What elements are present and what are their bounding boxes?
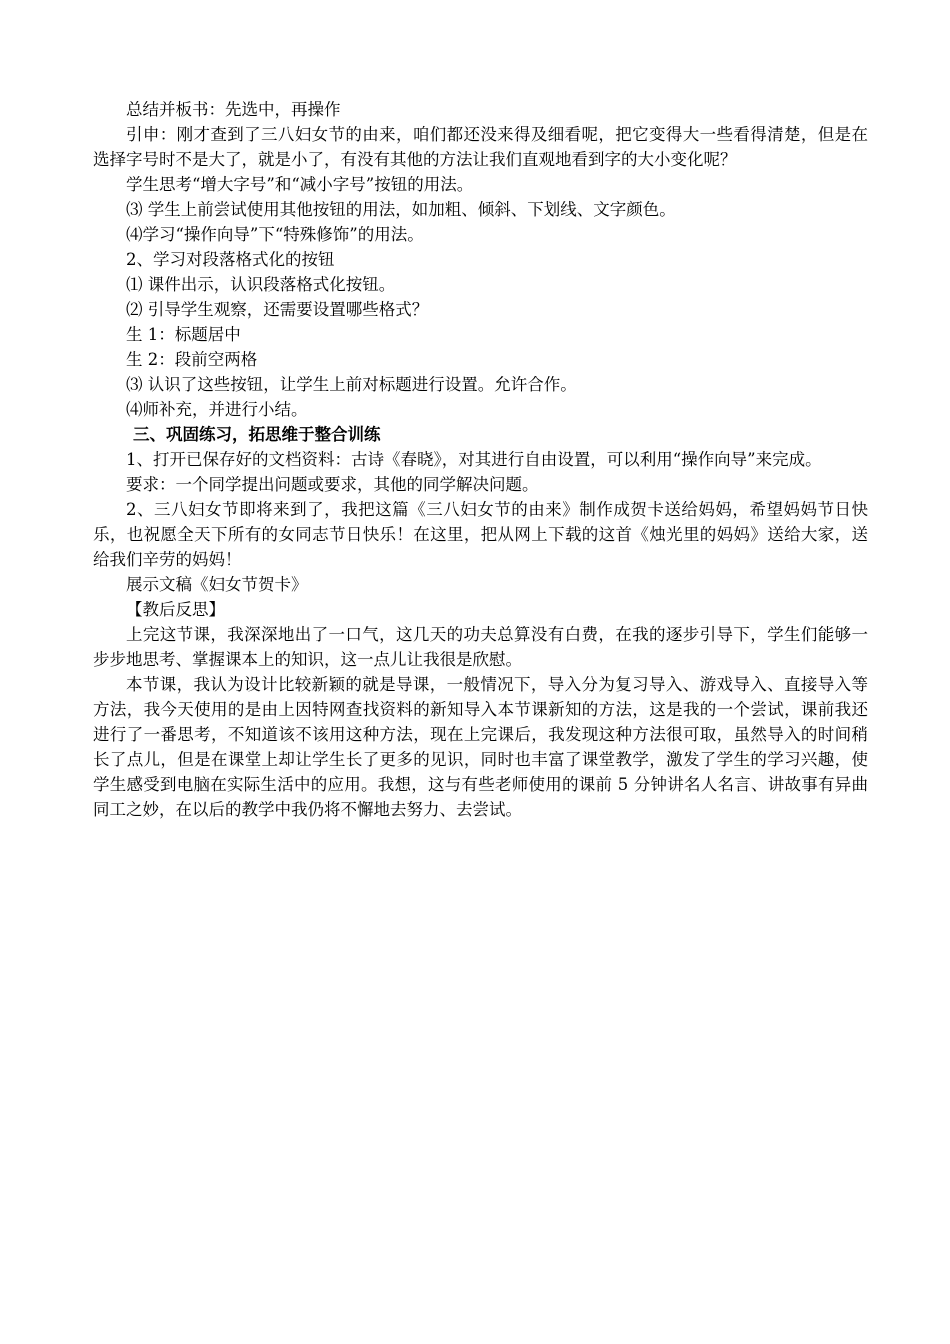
paragraph-student-thinking: 学生思考“增大字号”和“减小字号”按钮的用法。 [126, 175, 474, 194]
paragraph-section-2: 2、学习对段落格式化的按钮 [126, 250, 335, 269]
paragraph-student-2: 生 2：段前空两格 [126, 350, 258, 369]
paragraph-substep-3: ⑶ 认识了这些按钮，让学生上前对标题进行设置。允许合作。 [126, 375, 577, 394]
paragraph-exercise-2: 2、三八妇女节即将来到了，我把这篇《三八妇女节的由来》制作成贺卡送给妈妈，希望妈妈节日快乐，也祝愿全天下所有的女同志节日快乐！在这里，把从网上下载的这首《烛光里的妈妈》送给大家，送给我们辛劳的妈妈！ [93, 500, 868, 569]
section-heading: 三、巩固练习，拓思维于整合训练 [133, 425, 381, 444]
paragraph-substep-2: ⑵ 引导学生观察，还需要设置哪些格式？ [126, 300, 429, 319]
paragraph-exercise-1: 1、打开已保存好的文档资料：古诗《春晓》，对其进行自由设置，可以利用“操作向导”来完成。 [126, 450, 822, 469]
paragraph-requirement: 要求：一个同学提出问题或要求，其他的同学解决问题。 [126, 475, 539, 494]
paragraph-step-3: ⑶ 学生上前尝试使用其他按钮的用法，如加粗、倾斜、下划线、文字颜色。 [126, 200, 676, 219]
paragraph-step-4: ⑷学习“操作向导”下“特殊修饰”的用法。 [126, 225, 424, 244]
paragraph-substep-4: ⑷师补充，并进行小结。 [126, 400, 308, 419]
paragraph-extension: 引申：刚才查到了三八妇女节的由来，咱们都还没来得及细看呢，把它变得大一些看得清楚，但是在选择字号时不是大了，就是小了，有没有其他的方法让我们直观地看到字的大小变化呢？ [93, 125, 868, 169]
paragraph-show-card: 展示文稿《妇女节贺卡》 [126, 575, 308, 594]
document-body [93, 97, 868, 822]
paragraph-reflection-1: 上完这节课，我深深地出了一口气，这几天的功夫总算没有白费，在我的逐步引导下，学生们能够一步步地思考、掌握课本上的知识，这一点儿让我很是欣慰。 [93, 625, 868, 669]
paragraph-summary: 总结并板书：先选中，再操作 [126, 100, 341, 119]
paragraph-substep-1: ⑴ 课件出示，认识段落格式化按钮。 [126, 275, 396, 294]
paragraph-reflection-2: 本节课，我认为设计比较新颖的就是导课，一般情况下，导入分为复习导入、游戏导入、直接导入等方法，我今天使用的是由上因特网查找资料的新知导入本节课新知的方法，这是我的一个尝试，课前我还进行了一番思考，不知道该不该用这种方法，现在上完课后，我发现这种方法很可取，虽然导入的时间稍长了点儿，但是在课堂上却让学生长了更多的见识，同时也丰富了课堂教学，激发了学生的学习兴趣，使学生感受到电脑在实际生活中的应用。我想，这与有些老师使用的课前 5 分钟讲名人名言、讲故事有异曲同工之妙，在以后的教学中我仍将不懈地去努力、去尝试。 [93, 675, 868, 819]
paragraph-student-1: 生 1：标题居中 [126, 325, 241, 344]
paragraph-reflection-heading: 【教后反思】 [126, 600, 225, 619]
